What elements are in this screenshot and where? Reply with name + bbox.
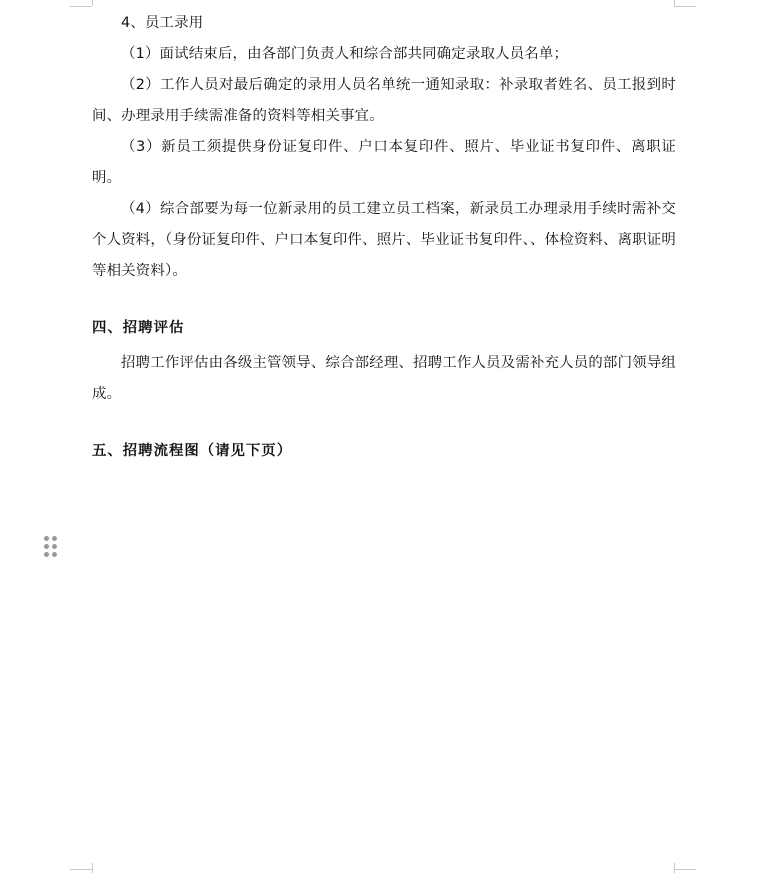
paragraph-item-4: （4）综合部要为每一位新录用的员工建立员工档案，新录员工办理录用手续时需补交个人资料，（身份证复印件、户口本复印件、照片、毕业证书复印件、、体检资料、离职证明等相关资料）。	[92, 201, 676, 279]
page-corner-mark	[70, 869, 92, 880]
page-corner-mark	[674, 0, 675, 6]
page-corner-mark	[674, 869, 696, 880]
drag-handle-icon[interactable]	[44, 536, 58, 558]
paragraph-evaluation: 招聘工作评估由各级主管领导、综合部经理、招聘工作人员及需补充人员的部门领导组成。	[92, 355, 676, 402]
page-corner-mark	[92, 0, 93, 6]
page-corner-mark	[92, 863, 93, 873]
section-heading-evaluation: 四、招聘评估	[92, 320, 185, 336]
page-corner-mark	[70, 0, 92, 7]
section-heading-flowchart: 五、招聘流程图（请见下页）	[92, 443, 293, 459]
page-corner-mark	[674, 863, 675, 873]
subsection-title: 4、员工录用	[121, 15, 204, 31]
paragraph-item-1: （1）面试结束后，由各部门负责人和综合部共同确定录取人员名单；	[121, 46, 569, 62]
paragraph-item-3: （3）新员工须提供身份证复印件、户口本复印件、照片、毕业证书复印件、离职证明。	[92, 139, 676, 186]
document-body[interactable]	[92, 8, 676, 467]
paragraph-item-2: （2）工作人员对最后确定的录用人员名单统一通知录取：补录取者姓名、员工报到时间、办理录用手续需准备的资料等相关事宜。	[92, 77, 676, 124]
page-corner-mark	[674, 0, 696, 7]
